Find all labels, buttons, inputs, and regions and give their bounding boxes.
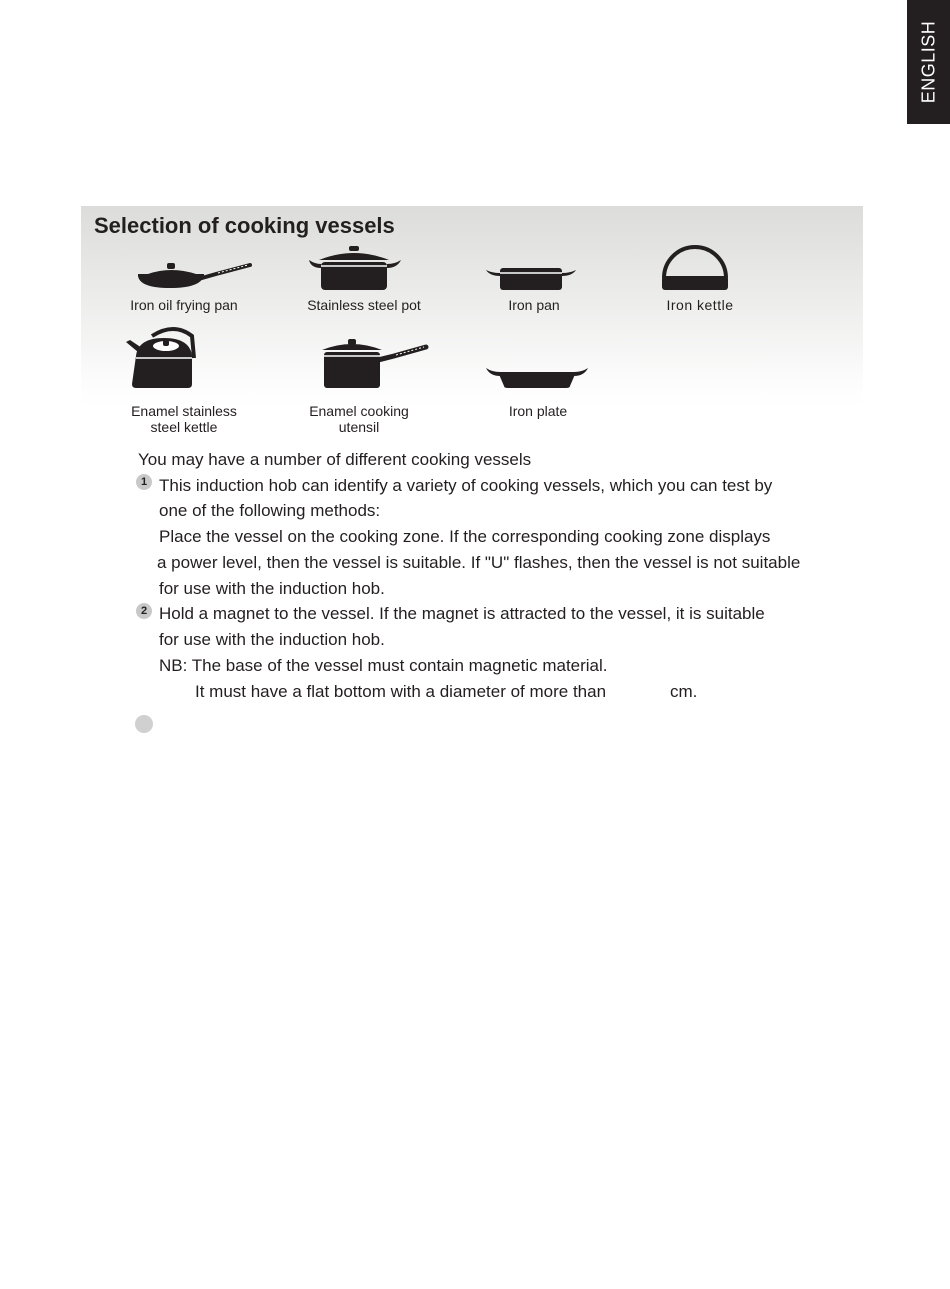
vessel-label: Iron oil frying pan — [130, 297, 238, 313]
saucepan-icon — [320, 338, 430, 390]
body-line: one of the following methods: — [159, 501, 381, 520]
step-number-badge: 1 — [136, 474, 152, 490]
pot-icon — [307, 244, 403, 292]
body-line: This induction hob can identify a variety of cooking vessels, which you can test by — [159, 476, 773, 495]
vessel-label: Iron kettle — [666, 297, 734, 313]
nb-unit: cm. — [670, 682, 698, 701]
body-line: for use with the induction hob. — [159, 630, 385, 649]
vessel-label-line: utensil — [338, 419, 380, 435]
kettle-icon — [124, 322, 200, 390]
vessel-label-line: Enamel cooking — [309, 403, 409, 419]
frying-pan-icon — [136, 258, 254, 292]
iron-pan-icon — [484, 262, 578, 292]
language-tab-label: ENGLISH — [918, 20, 938, 104]
intro-text: You may have a number of different cooking vessels — [138, 450, 532, 469]
vessel-label: Iron plate — [508, 403, 568, 419]
iron-plate-icon — [484, 364, 590, 390]
vessel-label-line: Enamel stainless — [131, 403, 237, 419]
vessel-label: Stainless steel pot — [307, 297, 421, 313]
vessel-label-line: steel kettle — [150, 419, 218, 435]
nb-line: NB: The base of the vessel must contain magnetic material. — [159, 656, 608, 675]
step-number-badge: 2 — [136, 603, 152, 619]
vessel-label: Iron pan — [508, 297, 560, 313]
vessel-label — [84, 403, 284, 435]
body-line: for use with the induction hob. — [159, 579, 385, 598]
language-tab — [907, 0, 950, 124]
body-line: Place the vessel on the cooking zone. If the corresponding cooking zone displays — [159, 527, 771, 546]
iron-kettle-icon — [660, 244, 730, 292]
nb-line: It must have a flat bottom with a diameter of more than — [195, 682, 607, 701]
bullet-dot — [135, 715, 153, 733]
body-line: Hold a magnet to the vessel. If the magnet is attracted to the vessel, it is suitable — [159, 604, 765, 623]
vessel-label — [259, 403, 459, 435]
section-title: Selection of cooking vessels — [94, 213, 395, 238]
body-line: a power level, then the vessel is suitable. If "U" flashes, then the vessel is not suitable — [157, 553, 801, 572]
